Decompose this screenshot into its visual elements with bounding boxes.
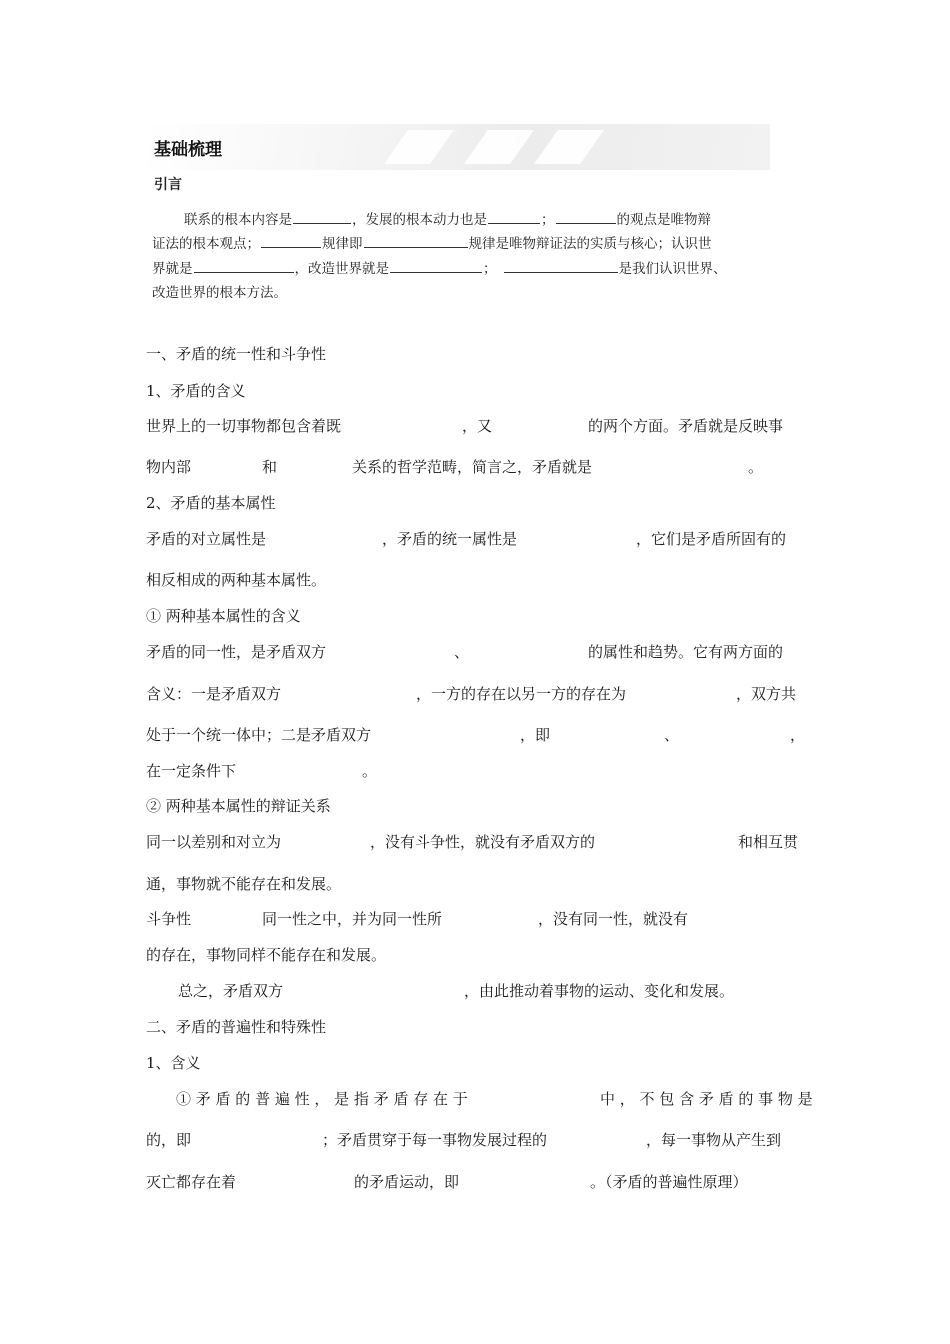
- header-band: [146, 124, 770, 170]
- intro-text: ；: [483, 261, 497, 277]
- header-stripe: [384, 130, 454, 164]
- intro-text: 界就是: [152, 261, 193, 277]
- body-text: ，矛盾的统一属性是: [382, 530, 518, 548]
- body-text: ，: [790, 726, 806, 744]
- fill-blank: [390, 259, 482, 273]
- paragraph-line: 的存在，事物同样不能存在和发展。: [146, 946, 387, 964]
- body-text: 同一以差别和对立为: [146, 833, 282, 851]
- subsection-heading: 2、矛盾的基本属性: [146, 494, 276, 512]
- body-text: 、: [454, 643, 470, 661]
- intro-text: 的观点是唯物辩: [616, 212, 711, 228]
- body-text: ，没有斗争性，就没有矛盾双方的: [370, 833, 596, 851]
- section-heading-1: 一、矛盾的统一性和斗争性: [146, 345, 327, 363]
- body-text: 含义：一是矛盾双方: [146, 685, 282, 703]
- intro-text: 证法的根本观点；: [152, 236, 260, 252]
- page-title: 基础梳理: [154, 140, 222, 160]
- intro-text: 联系的根本内容是: [184, 212, 292, 228]
- body-text: 世界上的一切事物都包含着既: [146, 417, 342, 435]
- body-text: 关系的哲学范畴，简言之，矛盾就是: [352, 458, 593, 476]
- fill-blank: [488, 210, 540, 224]
- body-text: ，又: [462, 417, 493, 435]
- fill-blank: [504, 259, 618, 273]
- body-text: 和相互贯: [738, 833, 799, 851]
- body-text: 、: [664, 726, 680, 744]
- section-subtitle: 引言: [154, 177, 182, 193]
- body-text: 处于一个统一体中；二是矛盾双方: [146, 726, 372, 744]
- fill-blank: [261, 234, 321, 248]
- intro-text: 规律是唯物辩证法的实质与核心；认识世: [468, 236, 712, 252]
- body-text: ，没有同一性，就没有: [538, 910, 689, 928]
- section-heading-2: 二、矛盾的普遍性和特殊性: [146, 1018, 327, 1036]
- intro-text: ，发展的根本动力也是: [352, 212, 487, 228]
- paragraph-line: 通，事物就不能存在和发展。: [146, 875, 342, 893]
- intro-line-3: [152, 257, 727, 277]
- body-text: ，双方共: [736, 685, 797, 703]
- intro-text: ，改造世界就是: [294, 261, 389, 277]
- body-text: ，即: [520, 726, 551, 744]
- fill-blank: [364, 234, 468, 248]
- body-text: 。（矛盾的普遍性原理）: [590, 1173, 748, 1191]
- body-text: 中 ， 不 包 含 矛 盾 的 事 物 是: [600, 1090, 813, 1108]
- body-text: 的矛盾运动，即: [354, 1173, 460, 1191]
- intro-line-2: [152, 232, 712, 252]
- paragraph-line: 相反相成的两种基本属性。: [146, 571, 327, 589]
- body-text: 的属性和趋势。它有两方面的: [588, 643, 784, 661]
- intro-text: ；: [541, 212, 555, 228]
- body-text: ，每一事物从产生到: [646, 1131, 782, 1149]
- fill-blank: [194, 259, 294, 273]
- subsection-heading: 1、含义: [146, 1054, 201, 1072]
- body-text: 总之，矛盾双方: [178, 982, 284, 1000]
- body-text: ，它们是矛盾所固有的: [636, 530, 787, 548]
- intro-line-1: [184, 208, 711, 228]
- body-text: 灭亡都存在着: [146, 1173, 237, 1191]
- body-text: 。: [362, 762, 378, 780]
- body-text: 。: [748, 458, 764, 476]
- circled-heading-1: ① 两种基本属性的含义: [146, 607, 301, 625]
- body-text: 物内部: [146, 458, 192, 476]
- intro-text: 规律即: [322, 236, 363, 252]
- fill-blank: [556, 210, 616, 224]
- body-text: 在一定条件下: [146, 762, 237, 780]
- intro-text: 是我们认识世界、: [618, 261, 727, 277]
- header-stripe: [534, 130, 604, 164]
- body-text: ；矛盾贯穿于每一事物发展过程的: [322, 1131, 548, 1149]
- subsection-heading: 1、矛盾的含义: [146, 382, 246, 400]
- header-stripe: [464, 130, 534, 164]
- circled-heading-2: ② 两种基本属性的辩证关系: [146, 797, 331, 815]
- body-text: 的两个方面。矛盾就是反映事: [588, 417, 784, 435]
- fill-blank: [293, 210, 351, 224]
- body-text: ，一方的存在以另一方的存在为: [416, 685, 627, 703]
- intro-text: 改造世界的根本方法。: [152, 285, 287, 301]
- body-text: 矛盾的同一性，是矛盾双方: [146, 643, 327, 661]
- intro-line-4: [152, 281, 287, 301]
- body-text: 同一性之中，并为同一性所: [262, 910, 443, 928]
- body-text: 斗争性: [146, 910, 192, 928]
- body-text: ① 矛 盾 的 普 遍 性 ， 是 指 矛 盾 存 在 于: [176, 1090, 468, 1108]
- body-text: 矛盾的对立属性是: [146, 530, 267, 548]
- body-text: 和: [262, 458, 278, 476]
- body-text: ，由此推动着事物的运动、变化和发展。: [464, 982, 735, 1000]
- body-text: 的，即: [146, 1131, 192, 1149]
